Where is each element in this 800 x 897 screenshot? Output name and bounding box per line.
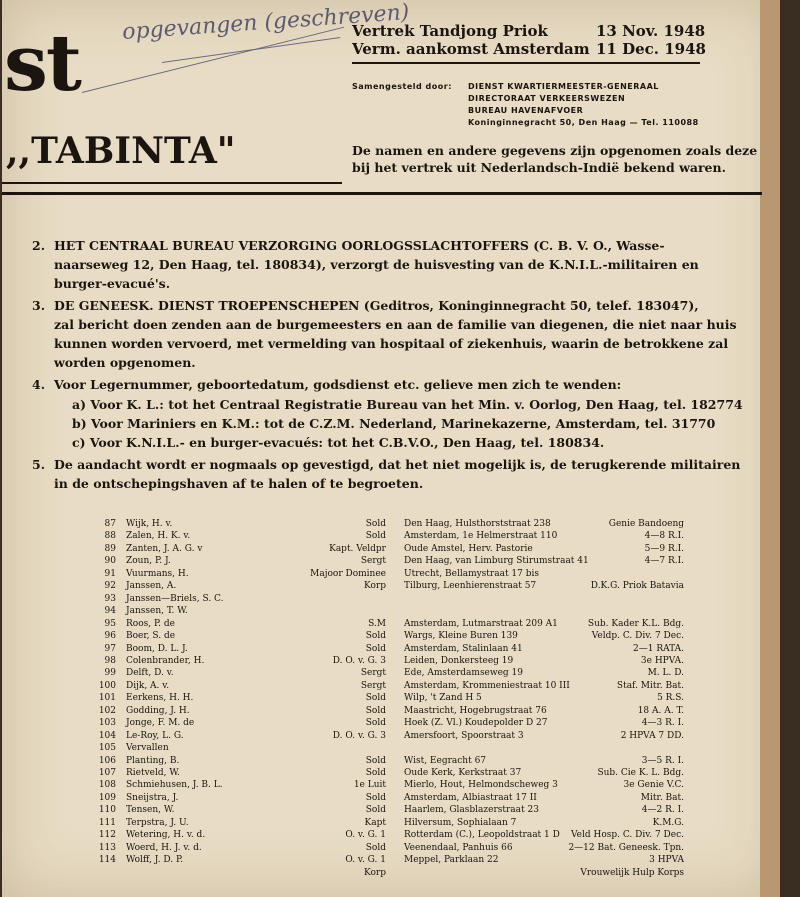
table-row xyxy=(2,531,780,542)
passenger-rank: Sergt xyxy=(360,668,386,679)
passenger-unit: 4—8 R.I. xyxy=(644,531,684,542)
passenger-rank: Sold xyxy=(365,718,386,729)
note-line: De aandacht wordt er nogmaals op gevestigd, dat het niet mogelijk is, de terugkerende militairen xyxy=(54,457,741,472)
passenger-unit: 2—12 Bat. Geneesk. Tpn. xyxy=(568,842,684,853)
passenger-name: Woerd, H. J. v. d. xyxy=(126,842,202,853)
passenger-rank: 1e Luit xyxy=(353,780,386,791)
compiled-by-line: BUREAU HAVENAFVOER xyxy=(468,106,584,115)
row-number: 93 xyxy=(104,593,116,604)
table-row xyxy=(2,544,780,555)
passenger-unit: Veld Hosp. C. Div. 7 Dec. xyxy=(570,830,684,841)
passenger-address: Hilversum, Sophialaan 7 xyxy=(404,817,517,828)
passenger-name: Janssen—Briels, S. C. xyxy=(126,593,224,604)
table-row xyxy=(2,843,780,854)
pen-stroke xyxy=(162,37,340,63)
passenger-unit: 3 HPVA xyxy=(649,855,684,866)
passenger-unit: Staf. Mitr. Bat. xyxy=(616,680,684,691)
table-row xyxy=(2,868,780,879)
table-row xyxy=(2,830,780,841)
passenger-rank: Sold xyxy=(365,842,386,853)
table-row xyxy=(2,581,780,592)
passenger-name: Eerkens, H. H. xyxy=(126,693,194,704)
row-number: 102 xyxy=(98,705,116,716)
voyage-departure-label: Vertrek Tandjong Priok xyxy=(352,22,548,40)
passenger-address: Wilp, 't Zand H 5 xyxy=(404,693,482,704)
passenger-rank: O. v. G. 1 xyxy=(345,830,386,841)
note-number: 4. xyxy=(32,377,46,392)
note-line: kunnen worden vervoerd, met vermelding van hospitaal of ziekenhuis, waarin de betrokkene zal xyxy=(54,336,729,351)
passenger-unit: Sub. Cie K. L. Bdg. xyxy=(597,768,684,778)
table-row xyxy=(2,718,780,729)
table-row xyxy=(2,556,780,567)
note-line: worden opgenomen. xyxy=(54,355,196,370)
passenger-address: Oude Amstel, Herv. Pastorie xyxy=(404,543,533,554)
table-row xyxy=(2,756,780,767)
row-number: 104 xyxy=(98,730,116,741)
compiled-by-label: Samengesteld door: xyxy=(352,82,452,91)
row-number: 92 xyxy=(104,581,116,592)
passenger-name: Rietveld, W. xyxy=(126,768,180,778)
passenger-rank: S.M xyxy=(368,618,386,629)
compiled-by-line: DIRECTORAAT VERKEERSWEZEN xyxy=(468,94,626,103)
section-divider xyxy=(2,192,762,195)
table-row xyxy=(2,681,780,692)
passenger-address: Wargs, Kleine Buren 139 xyxy=(404,631,518,642)
header-note-line: bij het vertrek uit Nederlandsch-Indië bekend waren. xyxy=(352,160,726,175)
passenger-name: Zanten, J. A. G. v xyxy=(126,543,203,554)
table-row xyxy=(2,594,780,605)
passenger-name: Le-Roy, L. G. xyxy=(126,730,184,741)
passenger-rank: Sold xyxy=(365,768,386,778)
row-number: 94 xyxy=(104,606,116,617)
section-divider xyxy=(2,182,342,184)
passenger-unit: 5 R.S. xyxy=(657,693,684,704)
passenger-address: Amersfoort, Spoorstraat 3 xyxy=(404,730,524,741)
passenger-name: Terpstra, J. U. xyxy=(126,817,189,828)
passenger-unit: 2 HPVA 7 DD. xyxy=(620,730,684,741)
passenger-unit: K.M.G. xyxy=(652,817,684,828)
passenger-rank: Sold xyxy=(365,631,386,642)
passenger-address: Den Haag, van Limburg Stirumstraat 41 xyxy=(404,556,589,567)
passenger-rank: Korp xyxy=(364,867,386,878)
passenger-address: Amsterdam, Albiastraat 17 II xyxy=(404,792,537,803)
passenger-address: Ede, Amsterdamseweg 19 xyxy=(404,668,523,679)
passenger-address: Rotterdam (C.), Leopoldstraat 1 D xyxy=(404,830,560,841)
passenger-name: Wetering, H. v. d. xyxy=(126,830,206,841)
row-number: 87 xyxy=(104,519,116,529)
table-row xyxy=(2,693,780,704)
passenger-name: Wijk, H. v. xyxy=(126,519,173,529)
row-number: 98 xyxy=(104,655,116,666)
passenger-address: Oude Kerk, Kerkstraat 37 xyxy=(404,768,522,778)
passenger-rank: Sold xyxy=(365,643,386,654)
passenger-address: Meppel, Parklaan 22 xyxy=(404,855,499,866)
row-number: 106 xyxy=(98,755,116,766)
passenger-unit: 18 A. A. T. xyxy=(637,705,684,716)
note-line: burger-evacué's. xyxy=(54,276,171,291)
row-number: 89 xyxy=(104,543,116,554)
passenger-name: Colenbrander, H. xyxy=(126,655,205,666)
table-row xyxy=(2,780,780,791)
note-line: in de ontschepingshaven af te halen of te begroeten. xyxy=(54,476,424,491)
note-number: 3. xyxy=(32,298,46,313)
row-number: 101 xyxy=(98,693,116,704)
passenger-unit: Genie Bandoeng xyxy=(608,519,684,529)
passenger-name: Zalen, H. K. v. xyxy=(126,531,191,542)
passenger-name: Vuurmans, H. xyxy=(126,568,189,579)
row-number: 113 xyxy=(98,842,116,853)
passenger-rank: Sold xyxy=(365,693,386,704)
passenger-address: Hoek (Z. Vl.) Koudepolder D 27 xyxy=(404,718,548,729)
row-number: 99 xyxy=(104,668,116,679)
note-line: Voor Legernummer, geboortedatum, godsdienst etc. gelieve men zich te wenden: xyxy=(54,377,622,392)
table-row xyxy=(2,606,780,617)
passenger-name: Boer, S. de xyxy=(126,631,176,642)
passenger-address: Den Haag, Hulsthorststraat 238 xyxy=(404,519,551,529)
passenger-name: Tensen, W. xyxy=(126,805,175,816)
passenger-unit: 4—7 R.I. xyxy=(644,556,684,567)
passenger-name: Dijk, A. v. xyxy=(126,680,170,691)
table-row xyxy=(2,519,780,530)
passenger-unit: Veldp. C. Div. 7 Dec. xyxy=(591,631,684,642)
passenger-address: Amsterdam, Lutmarstraat 209 A1 xyxy=(404,618,558,629)
passenger-name: Godding, J. H. xyxy=(126,705,190,716)
row-number: 103 xyxy=(98,718,116,729)
table-row xyxy=(2,768,780,779)
passenger-unit: 4—2 R. I. xyxy=(641,805,684,816)
note-line: DE GENEESK. DIENST TROEPENSCHEPEN (Geditros, Koninginnegracht 50, telef. 183047), xyxy=(54,298,699,313)
passenger-unit: M. L. D. xyxy=(647,668,684,679)
passenger-unit: Mitr. Bat. xyxy=(640,792,684,803)
passenger-name: Planting, B. xyxy=(126,755,180,766)
note-number: 5. xyxy=(32,457,46,472)
passenger-name: Vervallen xyxy=(126,743,169,754)
note-sub-line: b) Voor Mariniers en K.M.: tot de C.Z.M. Nederland, Marinekazerne, Amsterdam, tel. 31770 xyxy=(72,416,716,431)
table-row xyxy=(2,631,780,642)
row-number: 96 xyxy=(104,631,116,642)
passenger-name: Delft, D. v. xyxy=(126,668,174,679)
passenger-unit: 3e HPVA. xyxy=(640,655,684,666)
passenger-name: Jonge, F. M. de xyxy=(126,718,195,729)
row-number: 88 xyxy=(104,531,116,542)
passenger-name: Sneijstra, J. xyxy=(126,792,179,803)
passenger-unit: 2—1 RATA. xyxy=(633,643,684,654)
passenger-rank: Sold xyxy=(365,755,386,766)
passenger-address: Amsterdam, Stalinlaan 41 xyxy=(404,643,523,654)
table-row xyxy=(2,656,780,667)
passenger-rank: Sold xyxy=(365,792,386,803)
table-row xyxy=(2,619,780,630)
table-row xyxy=(2,569,780,580)
row-number: 110 xyxy=(98,805,116,816)
handwritten-note: opgevangen (geschreven) xyxy=(121,0,411,46)
passenger-rank: Sold xyxy=(365,519,386,529)
passenger-unit: 5—9 R.I. xyxy=(644,543,684,554)
passenger-name: Janssen, A. xyxy=(126,581,177,592)
row-number: 91 xyxy=(104,568,116,579)
row-number: 109 xyxy=(98,792,116,803)
row-number: 114 xyxy=(98,855,116,866)
note-line: HET CENTRAAL BUREAU VERZORGING OORLOGSSLACHTOFFERS (C. B. V. O., Wasse- xyxy=(54,238,665,253)
passenger-rank: D. O. v. G. 3 xyxy=(332,730,386,741)
passenger-address: Mierlo, Hout, Helmondscheweg 3 xyxy=(404,780,558,791)
passenger-rank: Sergt xyxy=(360,556,386,567)
passenger-unit: 3—5 R. I. xyxy=(641,755,684,766)
row-number: 108 xyxy=(98,780,116,791)
row-number: 111 xyxy=(98,817,116,828)
passenger-address: Leiden, Donkersteeg 19 xyxy=(404,655,514,666)
passenger-name: Janssen, T. W. xyxy=(126,606,188,617)
table-row xyxy=(2,706,780,717)
passenger-rank: D. O. v. G. 3 xyxy=(332,655,386,666)
passenger-unit: 3e Genie V.C. xyxy=(623,780,684,791)
voyage-arrival-date: 11 Dec. 1948 xyxy=(596,40,706,58)
passenger-unit: 4—3 R. I. xyxy=(641,718,684,729)
passenger-address: Maastricht, Hogebrugstraat 76 xyxy=(404,705,547,716)
passenger-rank: Sold xyxy=(365,705,386,716)
passenger-address: Veenendaal, Panhuis 66 xyxy=(404,842,513,853)
passenger-name: Boom, D. L. J. xyxy=(126,643,188,654)
passenger-address: Utrecht, Bellamystraat 17 bis xyxy=(404,568,540,579)
note-line: naarseweg 12, Den Haag, tel. 180834), verzorgt de huisvesting van de K.N.I.L.-militairen en xyxy=(54,257,699,272)
ship-name: ,,TABINTA" xyxy=(6,130,236,172)
passenger-address: Amsterdam, 1e Helmerstraat 110 xyxy=(404,531,558,542)
voyage-departure-date: 13 Nov. 1948 xyxy=(596,22,706,40)
row-number: 112 xyxy=(98,830,116,841)
passenger-rank: O. v. G. 1 xyxy=(345,855,386,866)
passenger-rank: Sergt xyxy=(360,680,386,691)
row-number: 95 xyxy=(104,618,116,629)
voyage-arrival-label: Verm. aankomst Amsterdam xyxy=(352,40,590,58)
table-row xyxy=(2,805,780,816)
note-line: zal bericht doen zenden aan de burgemeesters en aan de familie van diegenen, die niet naar huis xyxy=(54,317,737,332)
row-number: 100 xyxy=(98,680,116,691)
document-page xyxy=(2,0,780,897)
note-number: 2. xyxy=(32,238,46,253)
header-note-line: De namen en andere gegevens zijn opgenomen zoals deze xyxy=(352,143,758,158)
row-number: 105 xyxy=(98,743,116,754)
passenger-name: Wolff, J. D. P. xyxy=(126,855,184,866)
row-number: 90 xyxy=(104,556,116,567)
passenger-rank: Kapt xyxy=(364,817,386,828)
passenger-address: Amsterdam, Krommeniestraat 10 III xyxy=(404,680,570,691)
title-fragment: st xyxy=(4,18,80,109)
note-sub-line: a) Voor K. L.: tot het Centraal Registratie Bureau van het Min. v. Oorlog, Den Haag, tel. 182774 xyxy=(72,397,743,412)
passenger-rank: Sold xyxy=(365,805,386,816)
table-row xyxy=(2,793,780,804)
table-row xyxy=(2,731,780,742)
passenger-address: Tilburg, Leenhierenstraat 57 xyxy=(404,581,537,592)
passenger-name: Schmiehusen, J. B. L. xyxy=(126,780,223,791)
note-sub-line: c) Voor K.N.I.L.- en burger-evacués: tot het C.B.V.O., Den Haag, tel. 180834. xyxy=(72,435,605,450)
passenger-name: Zoun, P. J. xyxy=(126,556,171,567)
passenger-rank: Kapt. Veldpr xyxy=(329,543,386,554)
passenger-unit: D.K.G. Priok Batavia xyxy=(590,581,684,592)
passenger-address: Haarlem, Glasblazerstraat 23 xyxy=(404,805,539,816)
table-row xyxy=(2,668,780,679)
row-number: 97 xyxy=(104,643,116,654)
passenger-rank: Korp xyxy=(364,581,386,592)
compiled-by-line: DIENST KWARTIERMEESTER-GENERAAL xyxy=(468,82,659,91)
table-row xyxy=(2,743,780,754)
passenger-unit: Sub. Kader K.L. Bdg. xyxy=(587,618,684,629)
passenger-rank: Majoor Dominee xyxy=(310,568,386,579)
compiled-by-line: Koninginnegracht 50, Den Haag — Tel. 110088 xyxy=(468,118,699,127)
table-row xyxy=(2,644,780,655)
divider xyxy=(352,62,700,64)
passenger-address: Wist, Eegracht 67 xyxy=(404,755,487,766)
passenger-unit: Vrouwelijk Hulp Korps xyxy=(580,867,684,878)
table-row xyxy=(2,855,780,866)
table-row xyxy=(2,818,780,829)
row-number: 107 xyxy=(98,768,116,778)
passenger-rank: Sold xyxy=(365,531,386,542)
passenger-name: Roos, P. de xyxy=(126,618,175,629)
